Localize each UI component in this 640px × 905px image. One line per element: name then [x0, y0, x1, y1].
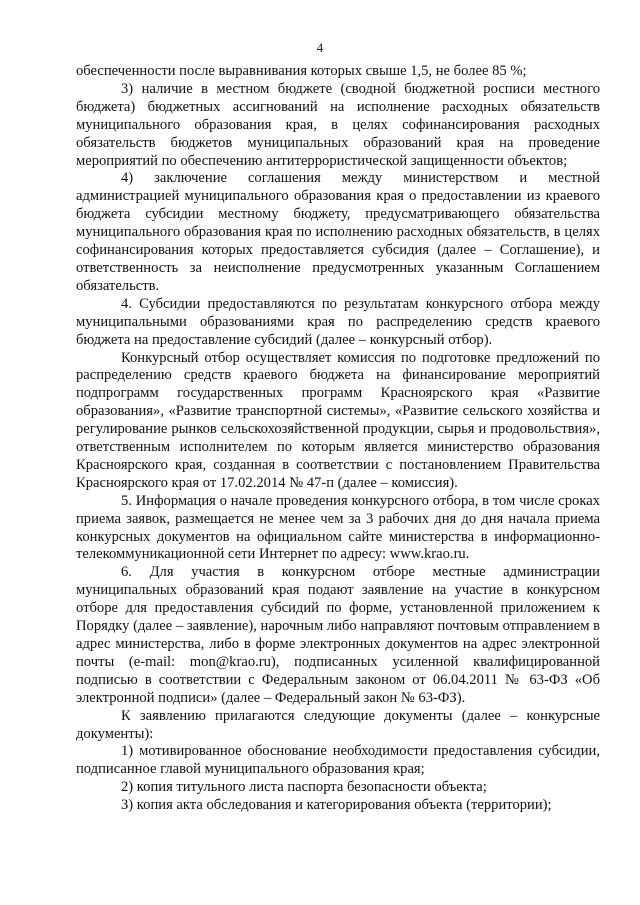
- paragraph-2: 3) наличие в местном бюджете (сводной бюджетной росписи местного бюджета) бюджетных ассигнований на исполнение расходных обязательств муниципального образования края, в целях софинансирования расходных обязательств бюджетов муниципальных образований края на проведение мероприятий по обеспечению антитеррористической защищенности объектов;: [76, 80, 600, 169]
- paragraph-6: 5. Информация о начале проведения конкурсного отбора, в том числе сроках приема заявок, размещается не менее чем за 3 рабочих дня до дня начала приема конкурсных документов на официальном сайте министерства в информационно-телекоммуникационной сети Интернет по адресу: www.krao.ru.: [76, 492, 600, 563]
- paragraph-4: 4. Субсидии предоставляются по результатам конкурсного отбора между муниципальными образованиями края по распределению средств краевого бюджета на предоставление субсидий (далее – конкурсный отбор).: [76, 295, 600, 348]
- paragraph-9: 1) мотивированное обоснование необходимости предоставления субсидии, подписанное главой муниципального образования края;: [76, 743, 600, 778]
- paragraph-7: 6. Для участия в конкурсном отборе местные администрации муниципальных образований края подают заявление на участие в конкурсном отборе для предоставления субсидий по форме, установленной приложением к Порядку (далее – заявление), нарочным либо направляют почтовым отправлением в адрес министерства, либо в форме электронных документов на адрес электронной почты (e-mail: mon@krao.ru), подписанных усиленной квалифицированной подписью в соответствии с Федеральным законом от 06.04.2011 № 63-ФЗ «Об электронной подписи» (далее – Федеральный закон № 63-ФЗ).: [76, 564, 600, 706]
- paragraph-10: 2) копия титульного листа паспорта безопасности объекта;: [121, 779, 487, 796]
- page-number: 4: [316, 40, 324, 55]
- paragraph-3: 4) заключение соглашения между министерством и местной администрацией муниципального образования края о предоставлении из краевого бюджета субсидии местному бюджету, предусматривающего обязательства муниципального образования края по исполнению расходных обязательств, в целях софинансирования которых предоставляется субсидия (далее – Соглашение), и ответственность за неисполнение предусмотренных указанным Соглашением обязательств.: [76, 170, 600, 294]
- paragraph-5: Конкурсный отбор осуществляет комиссия по подготовке предложений по распределению средств краевого бюджета на финансирование мероприятий подпрограмм государственных программ Красноярского края «Развитие образования», «Развитие транспортной системы», «Развитие сельского хозяйства и регулирование рынков сельскохозяйственной продукции, сырья и продовольствия», ответственным исполнителем по которым является министерство образования Красноярского края, созданная в соответствии с постановлением Правительства Красноярского края от 17.02.2014 № 47-п (далее – комиссия).: [76, 349, 600, 491]
- paragraph-8: К заявлению прилагаются следующие документы (далее – конкурсные документы):: [76, 707, 600, 742]
- paragraph-11: 3) копия акта обследования и категорирования объекта (территории);: [121, 797, 552, 814]
- document-body: [76, 63, 600, 815]
- paragraph-1: обеспеченности после выравнивания которых свыше 1,5, не более 85 %;: [76, 63, 527, 79]
